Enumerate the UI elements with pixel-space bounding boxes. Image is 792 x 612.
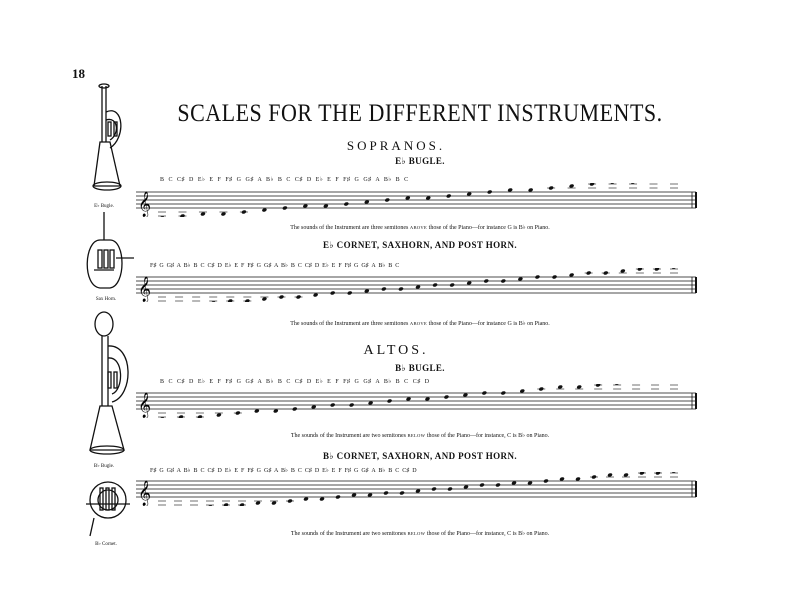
note-head	[292, 407, 298, 412]
note-head	[576, 385, 582, 390]
bb-bugle-staff	[132, 384, 704, 418]
note-head	[282, 206, 288, 211]
treble-clef-icon: 𝄞	[138, 393, 152, 418]
eb-cornet-staff	[132, 268, 704, 302]
note-head	[543, 479, 549, 484]
note-head	[227, 299, 233, 302]
note-head	[255, 501, 261, 506]
note-head	[639, 472, 645, 475]
note-head	[589, 183, 595, 186]
note-head	[180, 214, 186, 217]
note-head	[479, 483, 485, 488]
eb-bugle-staff	[132, 183, 704, 217]
note-head	[343, 202, 349, 207]
note-head	[535, 275, 541, 280]
eb-cornet-title: E♭ CORNET, SAXHORN, AND POST HORN.	[322, 240, 518, 250]
altos-heading: ALTOS.	[363, 343, 429, 358]
note-head	[495, 483, 501, 488]
note-head	[654, 268, 660, 271]
note-head	[330, 403, 336, 408]
note-head	[244, 299, 250, 302]
note-head	[383, 491, 389, 496]
note-head	[330, 291, 336, 296]
note-head	[399, 491, 405, 496]
bb-bugle-note: The sounds of the Instrument are two semitones BELOW those of the Piano—for instance, C is B♭ on Piano.	[290, 433, 550, 439]
note-head	[349, 403, 355, 408]
note-head	[271, 501, 277, 506]
eb-bugle-caption: E♭ Bugle.	[94, 204, 114, 209]
note-head	[221, 212, 227, 217]
bb-bugle-caption: B♭ Bugle.	[93, 464, 115, 469]
note-head	[483, 279, 489, 284]
note-head	[347, 291, 353, 296]
bb-bugle-note-names: B C C♯ D E♭ E F F♯ G G♯ A B♭ B C C♯ D E♭ E F F♯ G G♯ A B♭ B C C♯ D	[160, 379, 430, 385]
eb-bugle-illustration	[80, 82, 130, 200]
note-head	[262, 297, 268, 302]
note-head	[197, 415, 203, 418]
bb-cornet-caption: B♭ Cornet.	[95, 542, 117, 547]
note-head	[447, 487, 453, 492]
note-head	[607, 473, 613, 478]
note-head	[335, 495, 341, 500]
bb-cornet-title: B♭ CORNET, SAXHORN, AND POST HORN.	[322, 451, 518, 461]
bb-cornet-illustration	[84, 474, 134, 540]
note-head	[623, 473, 629, 478]
sax-horn-caption: Sax Horn.	[95, 297, 117, 302]
eb-bugle-title: E♭ BUGLE.	[395, 156, 445, 166]
eb-bugle-note: The sounds of the Instrument are three semitones ABOVE those of the Piano—for instance G is B♭ on Piano.	[290, 225, 550, 231]
note-head	[446, 194, 452, 199]
bb-bugle-illustration	[84, 306, 136, 458]
note-head	[620, 269, 626, 274]
note-head	[239, 503, 245, 506]
note-head	[655, 472, 661, 475]
note-head	[637, 268, 643, 271]
note-head	[200, 212, 206, 217]
eb-bugle-note-names: B C C♯ D E♭ E F F♯ G G♯ A B♭ B C C♯ D E♭ E F F♯ G G♯ A B♭ B C	[160, 177, 409, 183]
note-head	[557, 385, 563, 390]
note-head	[431, 487, 437, 492]
page-title: SCALES FOR THE DIFFERENT INSTRUMENTS.	[177, 98, 663, 127]
sopranos-heading: SOPRANOS.	[346, 138, 446, 153]
note-head	[449, 283, 455, 288]
treble-clef-icon: 𝄞	[138, 277, 152, 302]
note-head	[381, 287, 387, 292]
bb-cornet-note: The sounds of the Instrument are two semitones BELOW those of the Piano—for instance, C is B♭ on Piano.	[290, 531, 550, 537]
note-head	[387, 399, 393, 404]
note-head	[482, 391, 488, 396]
note-head	[432, 283, 438, 288]
bb-bugle-title: B♭ BUGLE.	[395, 363, 445, 373]
eb-cornet-note-names: F♯ G G♯ A B♭ B C C♯ D E♭ E F F♯ G G♯ A B♭ B C C♯ D E♭ E F F♯ G G♯ A B♭ B C	[150, 263, 400, 269]
treble-clef-icon: 𝄞	[138, 192, 152, 217]
note-head	[552, 275, 558, 280]
page-number: 18	[72, 66, 85, 81]
note-head	[569, 184, 575, 189]
note-head	[444, 395, 450, 400]
note-head	[500, 279, 506, 284]
bb-cornet-note-names: F♯ G G♯ A B♭ B C C♯ D E♭ E F F♯ G G♯ A B♭ B C C♯ D E♭ E F F♯ G G♯ A B♭ B C C♯ D	[150, 468, 417, 474]
bb-cornet-staff	[132, 472, 704, 506]
sax-horn-illustration	[76, 210, 136, 296]
note-head	[178, 415, 184, 418]
note-head	[500, 391, 506, 396]
treble-clef-icon: 𝄞	[138, 481, 152, 506]
note-head	[487, 190, 493, 195]
note-head	[595, 384, 601, 387]
note-head	[223, 503, 229, 506]
eb-cornet-note: The sounds of the Instrument are three semitones ABOVE those of the Piano—for instance G is B♭ on Piano.	[290, 321, 550, 327]
note-head	[216, 413, 222, 418]
note-head	[398, 287, 404, 292]
note-head	[384, 198, 390, 203]
